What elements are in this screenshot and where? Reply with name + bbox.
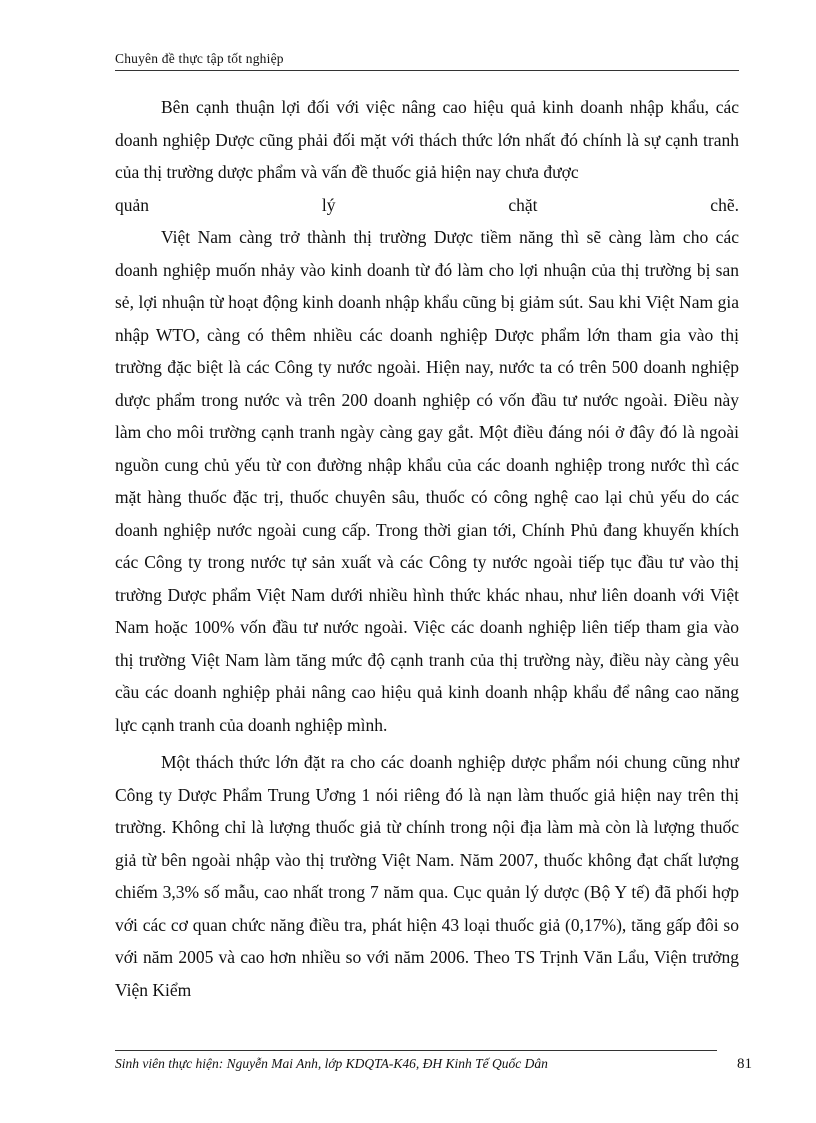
footer-divider [115, 1050, 717, 1051]
footer-student-info: Sinh viên thực hiện: Nguyễn Mai Anh, lớp KDQTA-K46, ĐH Kinh Tế Quốc Dân [115, 1056, 548, 1071]
paragraph-2: Việt Nam càng trở thành thị trường Dược tiềm năng thì sẽ càng làm cho các doanh nghiệp muốn nhảy vào kinh doanh từ đó làm cho lợi nhuận của thị trường bị san sẻ, lợi nhuận từ hoạt động kinh doanh nhập khẩu cũng bị giảm sút. Sau khi Việt Nam gia nhập WTO, càng có thêm nhiều các doanh nghiệp Dược phẩm lớn tham gia vào thị trường đặc biệt là các Công ty nước ngoài. Hiện nay, nước ta có trên 500 doanh nghiệp dược phẩm trong nước và trên 200 doanh nghiệp có vốn đầu tư nước ngoài. Điều này làm cho môi trường cạnh tranh ngày càng gay gắt. Một điều đáng nói ở đây đó là ngoài nguồn cung chủ yếu từ con đường nhập khẩu của các doanh nghiệp trong nước thì các mặt hàng thuốc đặc trị, thuốc chuyên sâu, thuốc có công nghệ cao lại chủ yếu do các doanh nghiệp nước ngoài cung cấp. Trong thời gian tới, Chính Phủ đang khuyến khích các Công ty trong nước tự sản xuất và các Công ty nước ngoài tiếp tục đầu tư vào thị trường Dược phẩm Việt Nam dưới nhiều hình thức khác nhau, như liên doanh với Việt Nam hoặc 100% vốn đầu tư nước ngoài. Việc các doanh nghiệp liên tiếp tham gia vào thị trường Việt Nam làm tăng mức độ cạnh tranh của thị trường này, điều này càng yêu cầu các doanh nghiệp phải nâng cao hiệu quả kinh doanh nhập khẩu để nâng cao năng lực cạnh tranh của doanh nghiệp mình. [115, 227, 739, 735]
page-header [115, 50, 739, 71]
page-number: 81 [737, 1056, 752, 1072]
word-quan: quản [115, 194, 150, 215]
word-ly: lý [321, 194, 336, 215]
word-che: chẽ. [710, 194, 739, 215]
paragraph-1-last-line [115, 189, 739, 222]
word-chat: chặt [508, 194, 538, 215]
paragraph-3: Một thách thức lớn đặt ra cho các doanh nghiệp dược phẩm nói chung cũng như Công ty Dược Phẩm Trung Ương 1 nói riêng đó là nạn làm thuốc giả hiện nay trên thị trường. Không chỉ là lượng thuốc giả từ chính trong nội địa làm mà còn là lượng thuốc giả từ bên ngoài nhập vào thị trường Việt Nam. Năm 2007, thuốc không đạt chất lượng chiếm 3,3% số mẫu, cao nhất trong 7 năm qua. Cục quản lý dược (Bộ Y tế) đã phối hợp với các cơ quan chức năng điều tra, phát hiện 43 loại thuốc giả (0,17%), tăng gấp đôi so với năm 2005 và cao hơn nhiều so với năm 2006. Theo TS Trịnh Văn Lẩu, Viện trưởng Viện Kiểm [115, 752, 739, 1000]
document-body [115, 91, 739, 1006]
header-title: Chuyên đề thực tập tốt nghiệp [115, 51, 284, 66]
paragraph-1: Bên cạnh thuận lợi đối với việc nâng cao hiệu quả kinh doanh nhập khẩu, các doanh nghiệp Dược cũng phải đối mặt với thách thức lớn nhất đó chính là sự cạnh tranh của thị trường dược phẩm và vấn đề thuốc giả hiện nay chưa được [115, 97, 739, 182]
